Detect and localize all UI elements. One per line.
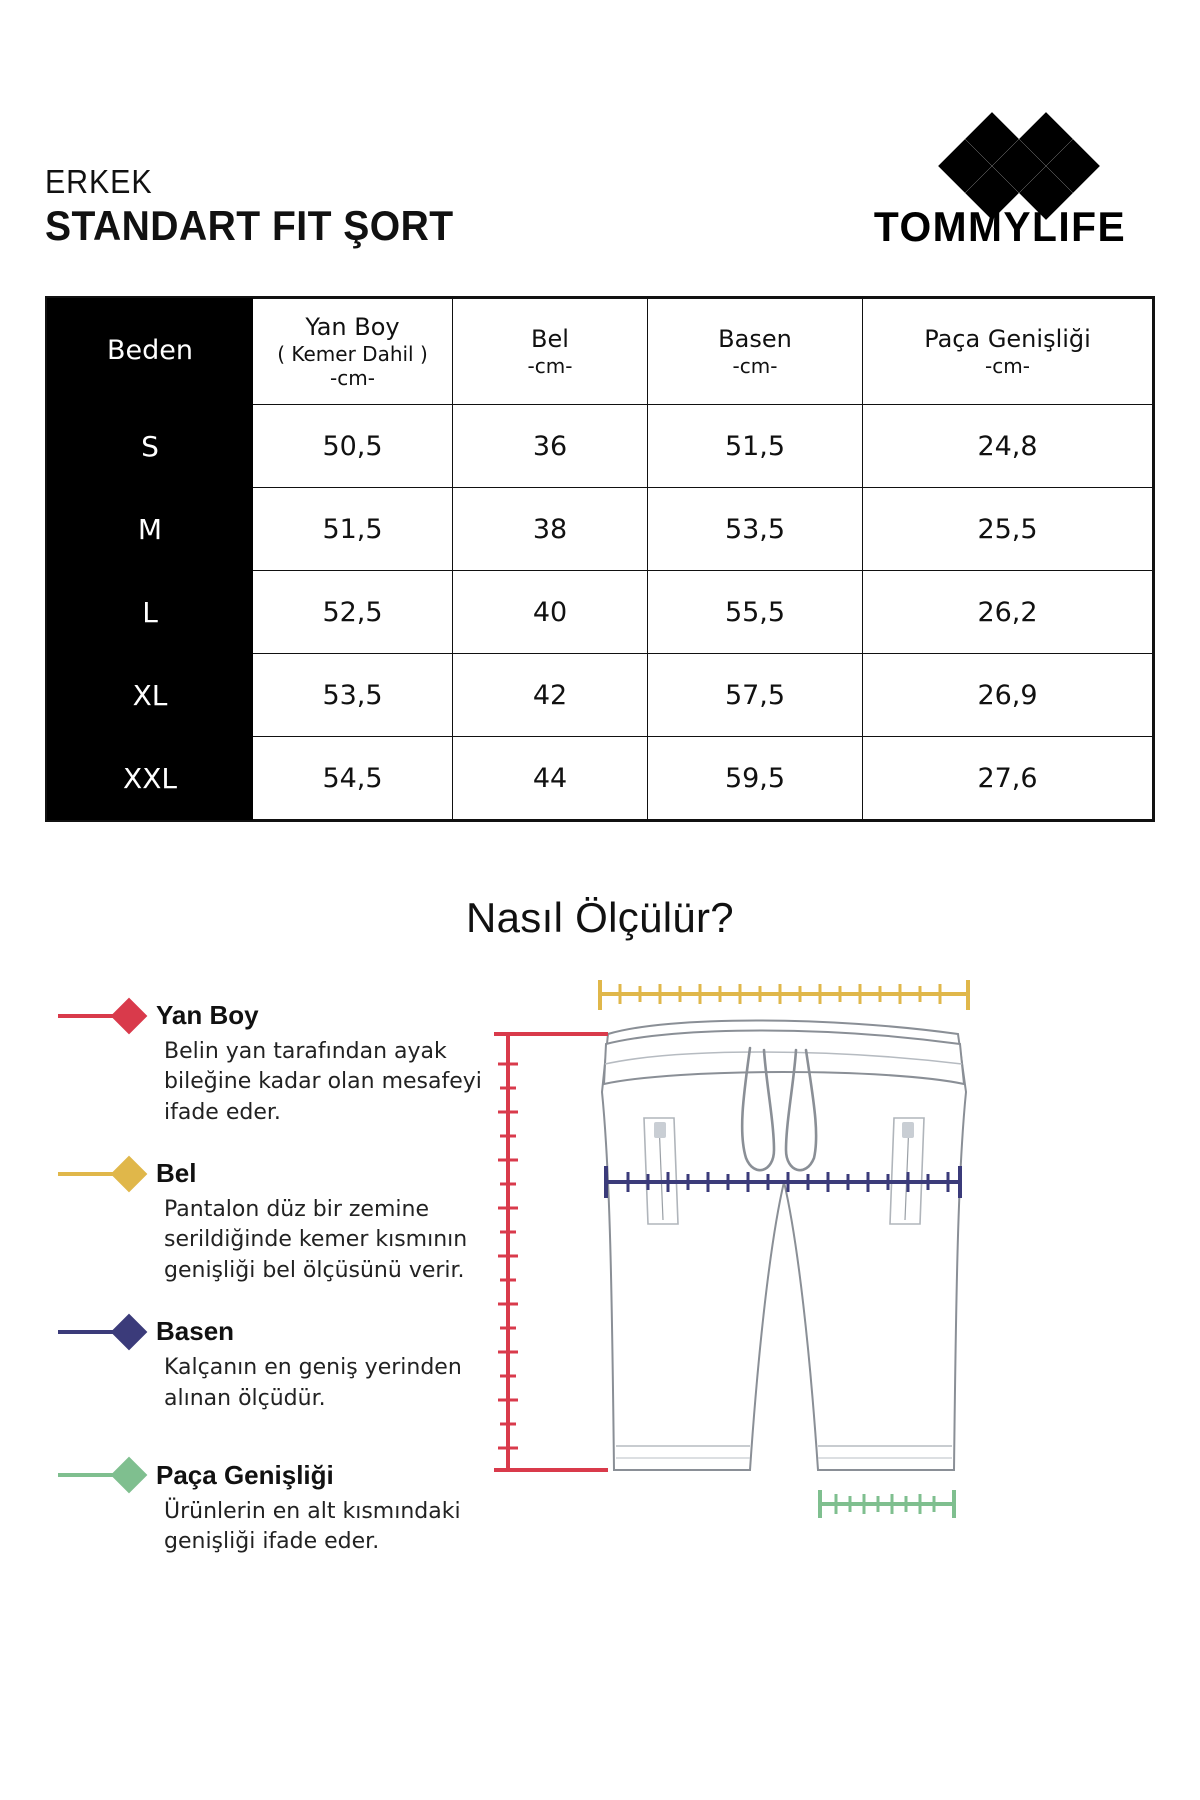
column-header-bel-label: Bel — [531, 324, 569, 353]
shorts-measurement-diagram — [488, 972, 1155, 1592]
legend-description: Ürünlerin en alt kısmındaki genişliği ifade eder. — [164, 1498, 461, 1555]
cell-yan-boy: 54,5 — [253, 737, 453, 820]
table-row — [48, 737, 1153, 820]
cell-yan-boy: 53,5 — [253, 654, 453, 737]
title-block — [45, 162, 484, 249]
column-header-paca-label: Paça Genişliği — [924, 324, 1091, 353]
cell-yan-boy: 52,5 — [253, 571, 453, 654]
column-header-bel-unit: -cm- — [527, 354, 573, 379]
cell-basen: 51,5 — [648, 405, 863, 488]
cell-paca: 27,6 — [863, 737, 1153, 820]
cell-bel: 42 — [453, 654, 648, 737]
table-row — [48, 571, 1153, 654]
cell-bel: 38 — [453, 488, 648, 571]
cell-size: XL — [48, 654, 253, 737]
size-table — [47, 298, 1153, 820]
cell-size: S — [48, 405, 253, 488]
legend-item-yan-boy — [58, 1000, 488, 1128]
cell-size: XXL — [48, 737, 253, 820]
legend-diamond-icon — [111, 1313, 148, 1350]
legend-head — [58, 1000, 488, 1031]
column-header-bel — [453, 299, 648, 405]
howto-body — [0, 972, 1200, 1592]
legend-diamond-icon — [111, 1155, 148, 1192]
legend-label: Bel — [156, 1158, 197, 1189]
table-row — [48, 488, 1153, 571]
cell-paca: 26,9 — [863, 654, 1153, 737]
legend-description: Kalçanın en geniş yerinden alınan ölçüdür. — [164, 1355, 462, 1411]
cell-paca: 26,2 — [863, 571, 1153, 654]
legend-label: Yan Boy — [156, 1000, 259, 1030]
page-category: ERKEK — [45, 162, 153, 200]
cell-basen: 57,5 — [648, 654, 863, 737]
legend-label: Basen — [156, 1316, 235, 1347]
table-row — [48, 654, 1153, 737]
column-header-basen-unit: -cm- — [732, 354, 778, 379]
column-header-yan-boy-label: Yan Boy — [305, 312, 400, 341]
column-header-yan-boy — [253, 299, 453, 405]
page-header — [0, 0, 1200, 248]
cell-basen: 53,5 — [648, 488, 863, 571]
howto-title: Nasıl Ölçülür? — [466, 894, 734, 941]
table-row — [48, 405, 1153, 488]
legend-item-basen — [58, 1316, 488, 1414]
cell-size: M — [48, 488, 253, 571]
legend-description: Belin yan tarafından ayak bileğine kadar olan mesafeyi ifade eder. — [164, 1039, 482, 1125]
cell-basen: 55,5 — [648, 571, 863, 654]
page-title: STANDART FIT ŞORT — [45, 201, 454, 249]
column-header-basen-label: Basen — [718, 324, 792, 353]
size-table-head — [48, 299, 1153, 405]
column-header-paca — [863, 299, 1153, 405]
cell-bel: 36 — [453, 405, 648, 488]
cell-basen: 59,5 — [648, 737, 863, 820]
legend-head — [58, 1460, 488, 1491]
table-header-row — [48, 299, 1153, 405]
brand-name: TOMMYLIFE — [873, 203, 1127, 250]
size-table-wrapper — [45, 296, 1155, 822]
column-header-yan-boy-unit: -cm- — [330, 366, 375, 391]
legend-label: Paça Genişliği — [156, 1459, 334, 1490]
legend-description: Pantalon düz bir zemine serildiğinde kemer kısmının genişliği bel ölçüsünü verir. — [164, 1197, 468, 1283]
cell-yan-boy: 51,5 — [253, 488, 453, 571]
legend-item-bel — [58, 1158, 488, 1286]
size-table-body — [48, 405, 1153, 820]
column-header-paca-unit: -cm- — [985, 354, 1030, 379]
cell-paca: 25,5 — [863, 488, 1153, 571]
legend-item-paca — [58, 1460, 488, 1558]
cell-bel: 44 — [453, 737, 648, 820]
cell-yan-boy: 50,5 — [253, 405, 453, 488]
legend-diamond-icon — [111, 997, 148, 1034]
cell-paca: 24,8 — [863, 405, 1153, 488]
column-header-yan-boy-sub: ( Kemer Dahil ) — [277, 342, 428, 367]
legend-head — [58, 1316, 488, 1347]
four-diamonds-icon — [905, 118, 1095, 196]
brand-block — [870, 118, 1138, 248]
column-header-basen — [648, 299, 863, 405]
column-header-beden: Beden — [48, 299, 253, 405]
cell-bel: 40 — [453, 571, 648, 654]
legend-diamond-icon — [111, 1457, 148, 1494]
cell-size: L — [48, 571, 253, 654]
footer-spacer — [0, 1592, 1200, 1632]
legend-head — [58, 1158, 488, 1189]
legend-list — [58, 972, 488, 1592]
